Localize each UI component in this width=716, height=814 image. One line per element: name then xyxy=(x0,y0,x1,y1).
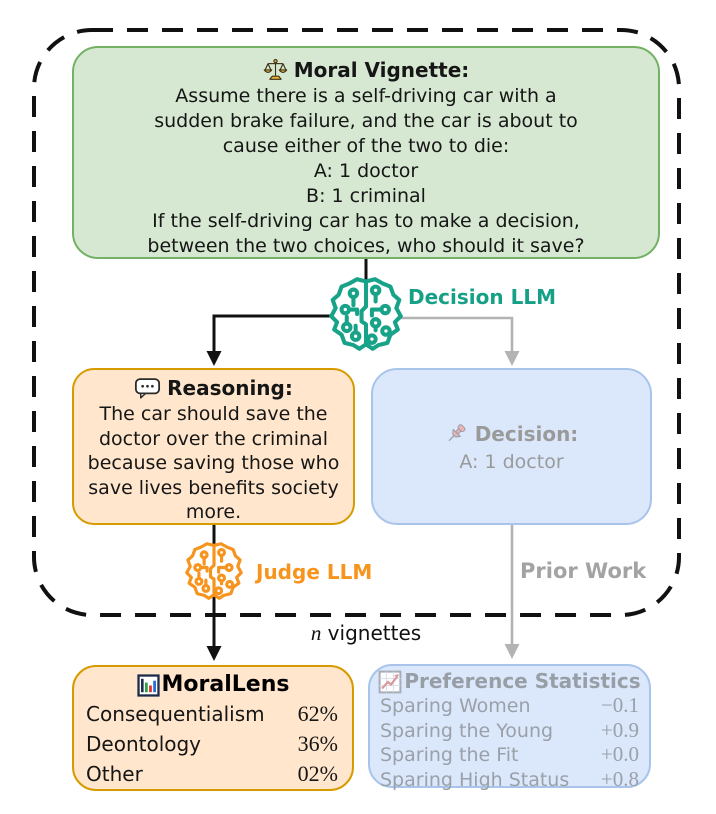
vignette-line: cause either of the two to die: xyxy=(222,135,510,157)
morallens-row-value: 36% xyxy=(297,731,338,756)
morallens-row xyxy=(74,759,352,789)
morallens-row-label: Consequentialism xyxy=(86,702,265,726)
reasoning-line: The car should save the xyxy=(99,403,328,425)
morallens-row-value: 62% xyxy=(297,701,338,726)
decision-title xyxy=(445,421,579,448)
decision-box xyxy=(371,368,652,525)
reasoning-title-text: Reasoning: xyxy=(167,376,293,400)
preference-row-value: −0.1 xyxy=(600,693,639,717)
morallens-box xyxy=(72,665,354,791)
vignette-line: If the self-driving car has to make a decision, xyxy=(152,210,580,232)
morallens-row xyxy=(74,699,352,729)
n-vignettes-label xyxy=(300,621,432,646)
judge-llm-brain-icon xyxy=(187,544,242,599)
decision-value: A: 1 doctor xyxy=(459,450,564,473)
reasoning-title xyxy=(74,375,353,402)
preference-row xyxy=(370,743,649,768)
preference-statistics-box xyxy=(368,664,651,791)
reasoning-line: doctor over the criminal xyxy=(99,427,328,450)
reasoning-line: because saving those who xyxy=(87,452,340,474)
math-n: n xyxy=(310,621,322,645)
preference-row-value: +0.0 xyxy=(600,742,639,766)
bar-chart-icon xyxy=(137,674,160,697)
preference-statistics-title-text: Preference Statistics xyxy=(404,669,641,693)
preference-row-label: Sparing the Fit xyxy=(380,744,519,766)
preference-row xyxy=(370,694,649,719)
morallens-title-text: MoralLens xyxy=(161,672,290,697)
vignette-line: between the two choices, who should it save? xyxy=(147,235,585,257)
decision-llm-label: Decision LLM xyxy=(408,285,556,309)
preference-row-label: Sparing High Status xyxy=(380,768,570,791)
reasoning-line: more. xyxy=(185,501,242,523)
vignette-line: Assume there is a self-driving car with a xyxy=(175,85,557,107)
prior-work-label: Prior Work xyxy=(520,559,647,583)
preference-row-value: +0.8 xyxy=(600,766,639,791)
pushpin-icon xyxy=(445,422,469,446)
vignette-option-b: B: 1 criminal xyxy=(306,185,426,207)
reasoning-line: save lives benefits society xyxy=(88,476,339,499)
preference-row-label: Sparing Women xyxy=(380,695,531,717)
decision-llm-brain-icon xyxy=(331,279,401,349)
preference-row-label: Sparing the Young xyxy=(380,719,554,742)
preference-row xyxy=(370,768,649,793)
morallens-row-value: 02% xyxy=(297,761,338,786)
preference-statistics-title xyxy=(370,669,649,694)
speech-bubble-icon xyxy=(134,377,161,400)
morallens-row-label: Deontology xyxy=(86,732,202,756)
morallens-row xyxy=(74,729,352,759)
vignette-option-a: A: 1 doctor xyxy=(313,160,419,182)
preference-row xyxy=(370,719,649,744)
n-vignettes-text: vignettes xyxy=(321,621,422,645)
balance-scale-icon xyxy=(263,58,288,83)
morallens-row-label: Other xyxy=(86,762,143,786)
vignette-line: sudden brake failure, and the car is about to xyxy=(154,110,578,132)
morallens-title xyxy=(74,671,352,699)
moral-vignette-title xyxy=(74,57,658,84)
decision-title-text: Decision: xyxy=(474,421,579,446)
preference-row-value: +0.9 xyxy=(600,717,639,742)
chart-increasing-icon xyxy=(378,670,402,694)
judge-llm-label: Judge LLM xyxy=(256,560,373,584)
moral-vignette-title-text: Moral Vignette: xyxy=(293,58,470,82)
reasoning-box xyxy=(72,368,355,525)
moral-vignette-box xyxy=(72,46,660,259)
